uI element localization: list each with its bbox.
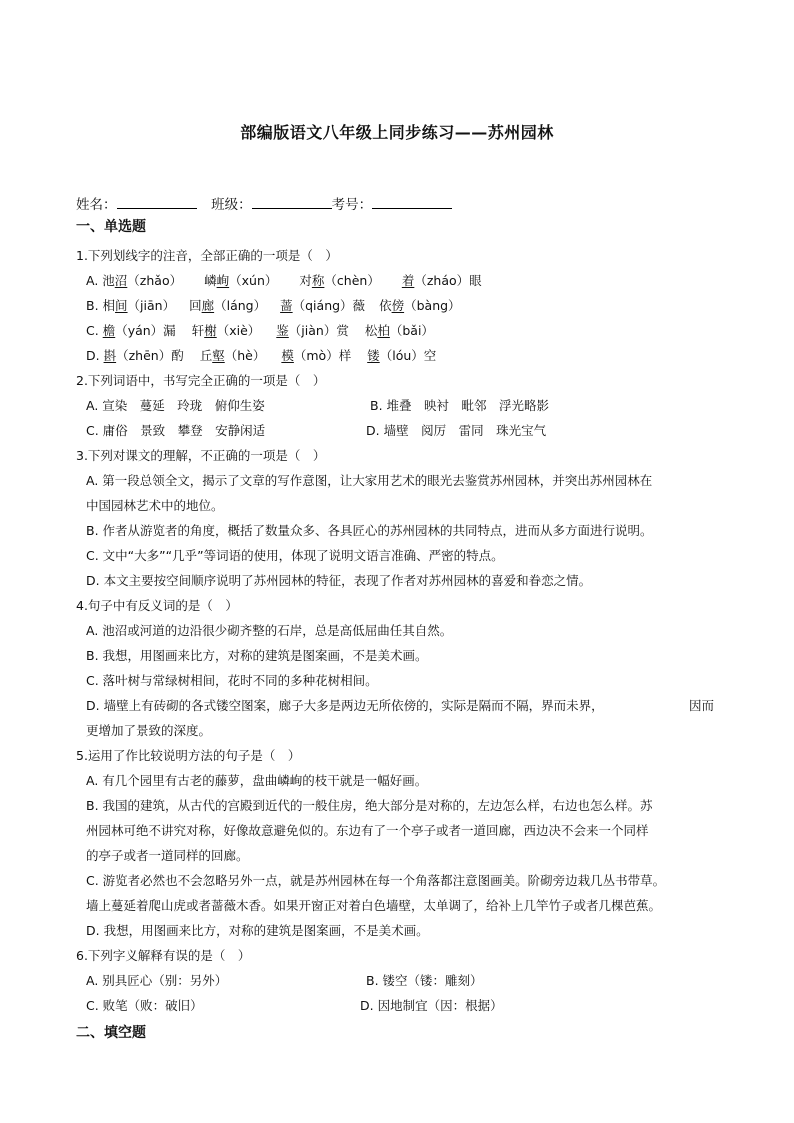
question-1-option-a[interactable]: A. 池沼（zhǎo） 嶙峋（xún） 对称（chèn） 着（zháo）眼 bbox=[86, 273, 482, 288]
question-5-option-b-cont1[interactable]: 州园林可绝不讲究对称，好像故意避免似的。东边有了一个亭子或者一道回廊，西边决不会来一个同样 bbox=[86, 823, 649, 838]
class-label: 班级： bbox=[211, 197, 252, 213]
question-6-option-b[interactable]: B. 镂空（镂：雕刻） bbox=[366, 973, 483, 988]
section-heading-fill-in: 二、填空题 bbox=[76, 1025, 146, 1041]
number-label: 考号： bbox=[331, 197, 373, 213]
question-6-option-c[interactable]: C. 败笔（败：破旧） bbox=[86, 998, 203, 1013]
question-4-option-d[interactable]: D. 墙壁上有砖砌的各式镂空图案，廊子大多是两边无所依傍的，实际是隔而不隔，界而未界， bbox=[86, 698, 604, 713]
question-3-option-c[interactable]: C. 文中“大多”“几乎”等词语的使用，体现了说明文语言准确、严密的特点。 bbox=[86, 548, 504, 563]
question-2-option-a[interactable]: A. 宣染 蔓延 玲珑 俯仰生姿 bbox=[86, 398, 265, 413]
question-5-option-a[interactable]: A. 有几个园里有古老的藤萝，盘曲嶙峋的枝干就是一幅好画。 bbox=[86, 773, 428, 788]
question-2-stem: 2.下列词语中，书写完全正确的一项是（ ） bbox=[76, 373, 326, 388]
question-2-option-d[interactable]: D. 墙壁 阅厉 雷同 珠光宝气 bbox=[366, 423, 547, 438]
question-4-option-a[interactable]: A. 池沼或河道的边沿很少砌齐整的石岸，总是高低屈曲任其自然。 bbox=[86, 623, 453, 638]
question-4-option-c[interactable]: C. 落叶树与常绿树相间，花时不同的多种花树相间。 bbox=[86, 673, 378, 688]
question-3-stem: 3.下列对课文的理解，不正确的一项是（ ） bbox=[76, 448, 326, 463]
question-3-option-d[interactable]: D. 本文主要按空间顺序说明了苏州园林的特征，表现了作者对苏州园林的喜爱和眷恋之情。 bbox=[86, 573, 592, 588]
question-5-option-b[interactable]: B. 我国的建筑，从古代的宫殿到近代的一般住房，绝大部分是对称的，左边怎么样，右边也怎么样。苏 bbox=[86, 798, 653, 813]
document-title: 部编版语文八年级上同步练习——苏州园林 bbox=[240, 123, 554, 142]
question-3-option-b[interactable]: B. 作者从游览者的角度，概括了数量众多、各具匠心的苏州园林的共同特点，进而从多方面进行说明。 bbox=[86, 523, 653, 538]
question-4-option-d-tail[interactable]: 因而 bbox=[689, 698, 715, 713]
question-4-stem: 4.句子中有反义词的是（ ） bbox=[76, 598, 238, 613]
student-info-line bbox=[76, 193, 452, 213]
question-4-option-b[interactable]: B. 我想，用图画来比方，对称的建筑是图案画，不是美术画。 bbox=[86, 648, 428, 663]
question-1-option-d[interactable]: D. 斟（zhēn）酌 丘壑（hè） 模（mò）样 镂（lóu）空 bbox=[86, 348, 437, 363]
question-2-option-c[interactable]: C. 庸俗 景致 攀登 安静闲适 bbox=[86, 423, 266, 438]
question-5-option-c[interactable]: C. 游览者必然也不会忽略另外一点，就是苏州园林在每一个角落都注意图画美。阶砌旁边栽几丛书带草。 bbox=[86, 873, 666, 888]
question-5-option-b-cont2[interactable]: 的亭子或者一道同样的回廊。 bbox=[86, 848, 249, 863]
class-blank[interactable] bbox=[252, 194, 332, 209]
question-5-stem: 5.运用了作比较说明方法的句子是（ ） bbox=[76, 748, 301, 763]
question-1-option-b[interactable]: B. 相间（jiān） 回廊（láng） 蔷（qiáng）薇 依傍（bàng） bbox=[86, 298, 461, 313]
question-1-stem: 1.下列划线字的注音，全部正确的一项是（ ） bbox=[76, 248, 338, 263]
question-6-option-d[interactable]: D. 因地制宜（因：根据） bbox=[360, 998, 503, 1013]
name-label: 姓名： bbox=[76, 197, 117, 213]
question-5-option-d[interactable]: D. 我想，用图画来比方，对称的建筑是图案画，不是美术画。 bbox=[86, 923, 429, 938]
number-blank[interactable] bbox=[372, 194, 452, 209]
name-blank[interactable] bbox=[117, 194, 197, 209]
question-3-option-a[interactable]: A. 第一段总领全文，揭示了文章的写作意图，让大家用艺术的眼光去鉴赏苏州园林，并突出苏州园林在 bbox=[86, 473, 653, 488]
section-heading-single-choice: 一、单选题 bbox=[76, 219, 146, 235]
question-5-option-c-cont[interactable]: 墙上蔓延着爬山虎或者蔷薇木香。如果开窗正对着白色墙壁，太单调了，给补上几竿竹子或者几棵芭蕉。 bbox=[86, 898, 662, 913]
question-4-option-d-cont[interactable]: 更增加了景致的深度。 bbox=[86, 723, 212, 738]
question-6-option-a[interactable]: A. 别具匠心（别：另外） bbox=[86, 973, 228, 988]
question-2-option-b[interactable]: B. 堆叠 映衬 毗邻 浮光略影 bbox=[370, 398, 550, 413]
question-1-option-c[interactable]: C. 檐（yán）漏 轩榭（xiè） 鉴（jiàn）赏 松柏（bǎi） bbox=[86, 323, 434, 338]
question-6-stem: 6.下列字义解释有误的是（ ） bbox=[76, 948, 251, 963]
question-3-option-a-cont[interactable]: 中国园林艺术中的地位。 bbox=[86, 498, 224, 513]
